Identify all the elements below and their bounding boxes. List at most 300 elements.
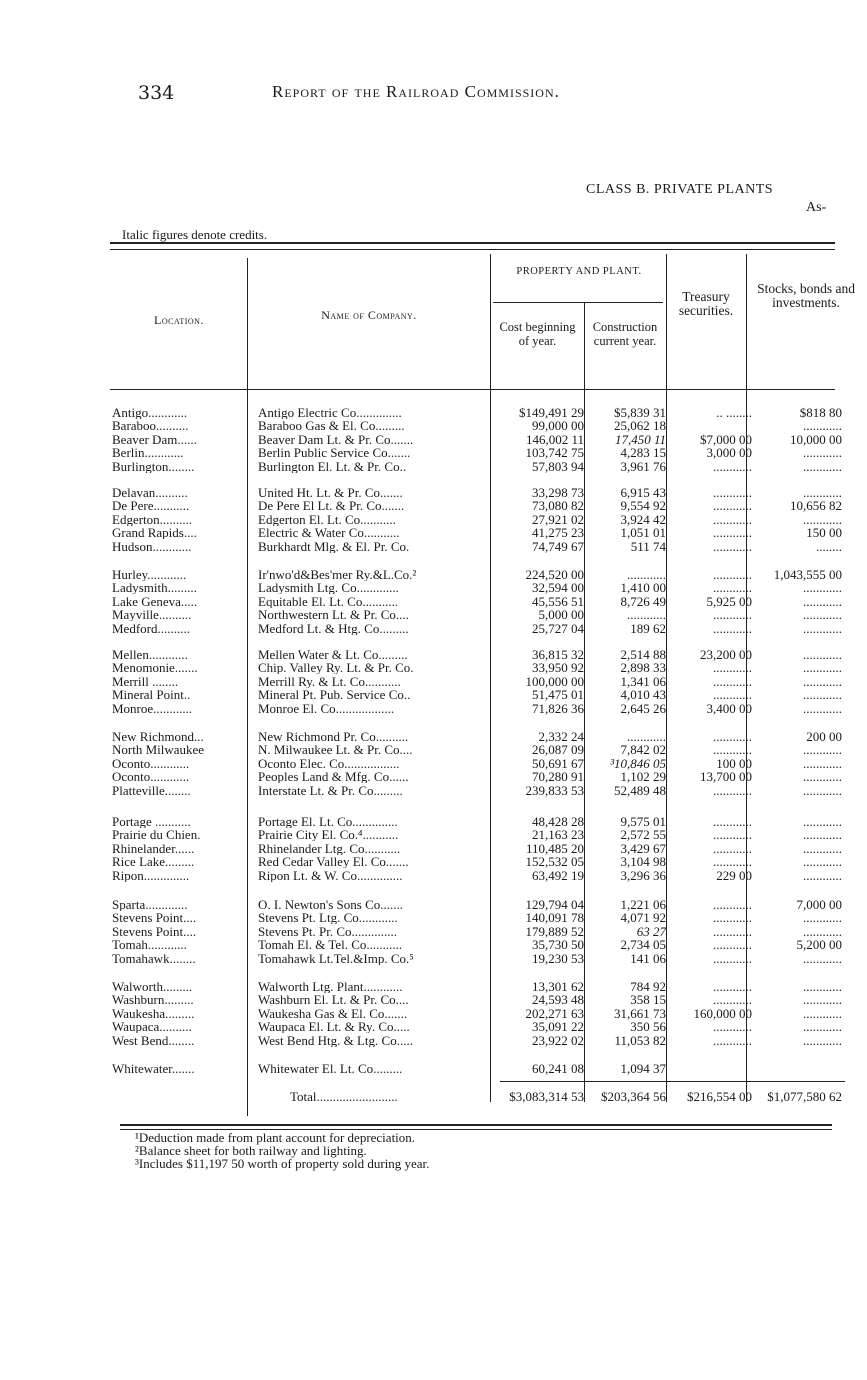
class-heading-continued: As-	[806, 200, 827, 215]
location-cell: Portage ...........	[112, 815, 191, 828]
cost-cell: 45,556 51	[532, 593, 584, 609]
table-row	[0, 842, 867, 855]
construction-cell: 511 74	[630, 538, 666, 554]
table-row	[0, 433, 867, 446]
table-row	[0, 486, 867, 499]
table-row	[0, 513, 867, 526]
table-row	[0, 688, 867, 701]
property-group-rule	[493, 302, 663, 303]
company-cell: N. Milwaukee Lt. & Pr. Co....	[258, 743, 413, 757]
stocks-cell: ............	[803, 840, 842, 856]
company-cell: O. I. Newton's Sons Co.......	[258, 898, 403, 911]
construction-cell: 1,410 00	[620, 580, 666, 596]
company-cell: Burlington El. Lt. & Pr. Co..	[258, 459, 407, 473]
stocks-cell: ............	[803, 755, 842, 771]
stocks-cell: ............	[803, 593, 842, 609]
company-cell: Prairie City El. Co.⁴...........	[258, 828, 399, 842]
total-construction: $203,364 56	[601, 1089, 666, 1104]
table-row	[0, 648, 867, 661]
location-cell: Berlin............	[112, 446, 184, 460]
location-cell: Sparta.............	[112, 898, 188, 911]
treasury-cell: 13,700 00	[700, 769, 752, 785]
cost-cell: 74,749 67	[532, 538, 584, 554]
cost-cell: 239,833 53	[525, 782, 584, 798]
table-row	[0, 595, 867, 608]
construction-cell: $5,839 31	[614, 405, 666, 420]
table-row	[0, 993, 867, 1006]
cost-cell: 21,163 23	[532, 827, 584, 843]
table-row	[0, 869, 867, 882]
table-row	[0, 730, 867, 743]
company-cell: Whitewater El. Lt. Co.........	[258, 1062, 403, 1075]
cost-cell: 2,332 24	[538, 729, 584, 744]
construction-cell: 31,661 73	[614, 1005, 666, 1021]
construction-cell: 141 06	[630, 950, 666, 966]
location-cell: Tomahawk........	[112, 951, 196, 965]
construction-cell: ............	[627, 607, 666, 623]
class-heading: CLASS B. PRIVATE PLANTS	[586, 182, 774, 197]
treasury-cell: ............	[713, 950, 752, 966]
construction-cell: 3,296 36	[620, 867, 666, 883]
table-row	[0, 815, 867, 828]
location-cell: Ladysmith.........	[112, 581, 197, 595]
treasury-cell: ............	[713, 897, 752, 912]
treasury-cell: 229 00	[716, 867, 752, 883]
header-construction: Construction current year.	[592, 320, 658, 348]
location-cell: Merrill ........	[112, 674, 179, 688]
location-cell: Antigo............	[112, 406, 188, 419]
stocks-cell: ............	[803, 910, 842, 926]
stocks-cell: ............	[803, 1032, 842, 1048]
treasury-cell: ............	[713, 607, 752, 623]
construction-cell: 6,915 43	[620, 485, 666, 500]
treasury-cell: ............	[713, 910, 752, 926]
company-cell: Tomah El. & Tel. Co...........	[258, 938, 403, 952]
construction-cell: 4,010 43	[620, 687, 666, 703]
treasury-cell: ............	[713, 1019, 752, 1035]
location-cell: Oconto............	[112, 756, 190, 770]
table-row	[0, 898, 867, 911]
table-row	[0, 419, 867, 432]
stocks-cell: 5,200 00	[796, 937, 842, 953]
stocks-cell: 10,000 00	[790, 431, 842, 447]
company-cell: United Ht. Lt. & Pr. Co.......	[258, 486, 403, 499]
location-cell: Walworth.........	[112, 980, 193, 993]
construction-cell: ............	[627, 567, 666, 582]
stocks-cell: ............	[803, 687, 842, 703]
construction-cell: 1,094 37	[620, 1061, 666, 1076]
cost-cell: 73,080 82	[532, 498, 584, 514]
table-row	[0, 743, 867, 756]
treasury-cell: 100 00	[716, 755, 752, 771]
cost-cell: 26,087 09	[532, 742, 584, 758]
treasury-cell: ............	[713, 620, 752, 636]
cost-cell: 70,280 91	[532, 769, 584, 785]
cost-cell: 146,002 11	[525, 431, 584, 447]
stocks-cell: ............	[803, 854, 842, 870]
company-cell: Rhinelander Ltg. Co...........	[258, 841, 401, 855]
location-cell: New Richmond...	[112, 730, 204, 743]
table-row	[0, 581, 867, 594]
table-row	[0, 568, 867, 581]
header-cost: Cost beginning of year.	[499, 320, 576, 348]
treasury-cell: .. ........	[716, 405, 752, 420]
table-row	[0, 446, 867, 459]
treasury-cell: ............	[713, 511, 752, 527]
company-cell: Portage El. Lt. Co..............	[258, 815, 398, 828]
treasury-cell: ............	[713, 1032, 752, 1048]
stocks-cell: ............	[803, 700, 842, 716]
table-row	[0, 784, 867, 797]
treasury-cell: 5,925 00	[706, 593, 752, 609]
location-cell: Mineral Point..	[112, 688, 191, 702]
treasury-cell: ............	[713, 854, 752, 870]
company-cell: Oconto Elec. Co.................	[258, 756, 400, 770]
table-row	[0, 1020, 867, 1033]
table-top-rule-2	[110, 249, 835, 250]
location-cell: Lake Geneva.....	[112, 594, 198, 608]
cost-cell: 60,241 08	[532, 1061, 584, 1076]
credits-note: Italic figures denote credits.	[122, 227, 268, 242]
company-cell: West Bend Htg. & Ltg. Co.....	[258, 1033, 413, 1047]
construction-cell: 1,341 06	[620, 673, 666, 689]
location-cell: Mellen............	[112, 648, 188, 661]
stocks-cell: 7,000 00	[796, 897, 842, 912]
stocks-cell: 200 00	[806, 729, 842, 744]
location-cell: Waukesha.........	[112, 1006, 195, 1020]
location-cell: Mayville..........	[112, 608, 192, 622]
table-top-rule	[110, 242, 835, 244]
location-cell: Waupaca..........	[112, 1020, 192, 1034]
location-cell: Medford..........	[112, 621, 190, 635]
construction-cell: 8,726 49	[620, 593, 666, 609]
table-row	[0, 1034, 867, 1047]
cost-cell: 224,520 00	[525, 567, 584, 582]
company-cell: Stevens Pt. Pr. Co..............	[258, 924, 398, 938]
stocks-cell: ............	[803, 867, 842, 883]
table-row	[0, 526, 867, 539]
location-cell: Menomonie.......	[112, 661, 198, 675]
company-cell: Ir'nwo'd&Bes'mer Ry.&L.Co.²	[258, 568, 417, 581]
stocks-cell: 10,656 82	[790, 498, 842, 514]
cost-cell: 23,922 02	[532, 1032, 584, 1048]
stocks-cell: ........	[816, 538, 842, 554]
stocks-cell: ............	[803, 950, 842, 966]
cost-cell: 33,298 73	[532, 485, 584, 500]
footnote: ¹Deduction made from plant account for depreciation.	[135, 1130, 416, 1145]
cost-cell: 202,271 63	[525, 1005, 584, 1021]
header-stocks: Stocks, bonds and investments.	[757, 281, 855, 310]
treasury-cell: ............	[713, 937, 752, 953]
company-cell: Waupaca El. Lt. & Ry. Co.....	[258, 1020, 410, 1034]
cost-cell: 35,091 22	[532, 1019, 584, 1035]
cost-cell: 24,593 48	[532, 992, 584, 1008]
total-label: Total.........................	[290, 1090, 398, 1103]
table-row	[0, 460, 867, 473]
table-row	[0, 608, 867, 621]
location-cell: De Pere...........	[112, 499, 190, 513]
construction-cell: 3,961 76	[620, 458, 666, 474]
table-row	[0, 952, 867, 965]
construction-cell: 11,053 82	[614, 1032, 666, 1048]
location-cell: Ripon..............	[112, 868, 190, 882]
location-cell: Tomah............	[112, 938, 187, 952]
cost-cell: 32,594 00	[532, 580, 584, 596]
construction-cell: ............	[627, 729, 666, 744]
company-cell: Beaver Dam Lt. & Pr. Co.......	[258, 432, 414, 446]
total-top-rule	[500, 1081, 845, 1082]
location-cell: Beaver Dam......	[112, 432, 197, 446]
company-cell: Red Cedar Valley El. Co.......	[258, 855, 409, 869]
cost-cell: 110,485 20	[525, 840, 584, 856]
treasury-cell: 160,000 00	[693, 1005, 752, 1021]
stocks-cell: ............	[803, 511, 842, 527]
treasury-cell: ............	[713, 742, 752, 758]
company-cell: Burkhardt Mlg. & El. Pr. Co.	[258, 539, 410, 553]
location-cell: Rice Lake.........	[112, 855, 195, 869]
cost-cell: 33,950 92	[532, 660, 584, 676]
treasury-cell: ............	[713, 782, 752, 798]
treasury-cell: ............	[713, 660, 752, 676]
location-cell: Stevens Point....	[112, 924, 197, 938]
table-row	[0, 675, 867, 688]
construction-cell: 25,062 18	[614, 418, 666, 434]
table-row	[0, 855, 867, 868]
cost-cell: 50,691 67	[532, 755, 584, 771]
construction-cell: 1,221 06	[620, 897, 666, 912]
table-row	[0, 1007, 867, 1020]
stocks-cell: ............	[803, 445, 842, 461]
construction-cell: 9,554 92	[620, 498, 666, 514]
construction-cell: 4,071 92	[620, 910, 666, 926]
cost-cell: 103,742 75	[525, 445, 584, 461]
table-row	[0, 980, 867, 993]
company-cell: Equitable El. Lt. Co...........	[258, 594, 399, 608]
construction-cell: 3,104 98	[620, 854, 666, 870]
company-cell: Antigo Electric Co..............	[258, 406, 402, 419]
table-row	[0, 911, 867, 924]
stocks-cell: ............	[803, 782, 842, 798]
treasury-cell: ............	[713, 567, 752, 582]
construction-cell: 2,572 55	[620, 827, 666, 843]
treasury-cell: ............	[713, 992, 752, 1008]
construction-cell: 2,645 26	[620, 700, 666, 716]
location-cell: Platteville........	[112, 783, 191, 797]
company-cell: Baraboo Gas & El. Co.........	[258, 419, 405, 433]
cost-cell: 35,730 50	[532, 937, 584, 953]
table-row	[0, 622, 867, 635]
stocks-cell: ............	[803, 458, 842, 474]
table-row	[0, 925, 867, 938]
stocks-cell: ............	[803, 673, 842, 689]
location-cell: Burlington........	[112, 459, 195, 473]
page-number: 334	[138, 82, 175, 104]
table-row	[0, 540, 867, 553]
stocks-cell: ............	[803, 923, 842, 939]
location-cell: Monroe............	[112, 701, 193, 715]
cost-cell: $149,491 29	[519, 405, 584, 420]
cost-cell: 71,826 36	[532, 700, 584, 716]
stocks-cell: ............	[803, 647, 842, 662]
location-cell: West Bend........	[112, 1033, 195, 1047]
treasury-cell: ............	[713, 525, 752, 541]
treasury-cell: 3,400 00	[706, 700, 752, 716]
location-cell: Washburn.........	[112, 993, 194, 1007]
construction-cell: 63 27	[636, 923, 666, 939]
header-company: Name of Company.	[321, 308, 417, 322]
treasury-cell: ............	[713, 580, 752, 596]
stocks-cell: ............	[803, 580, 842, 596]
stocks-cell: ............	[803, 979, 842, 994]
total-treasury: $216,554 00	[687, 1089, 752, 1104]
construction-cell: 3,924 42	[620, 511, 666, 527]
stocks-cell: ............	[803, 485, 842, 500]
header-bottom-rule	[110, 389, 835, 390]
footnote: ³Includes $11,197 50 worth of property sold during year.	[135, 1156, 430, 1171]
company-cell: Northwestern Lt. & Pr. Co....	[258, 608, 409, 622]
construction-cell: 189 62	[630, 620, 666, 636]
table-row	[0, 702, 867, 715]
stocks-cell: ............	[803, 992, 842, 1008]
company-cell: Berlin Public Service Co.......	[258, 446, 411, 460]
cost-cell: 57,803 94	[532, 458, 584, 474]
stocks-cell: ............	[803, 1005, 842, 1021]
construction-cell: 9,575 01	[620, 814, 666, 829]
cost-cell: 27,921 02	[532, 511, 584, 527]
table-row	[0, 828, 867, 841]
table-row	[0, 938, 867, 951]
company-cell: Mellen Water & Lt. Co.........	[258, 648, 408, 661]
stocks-cell: ............	[803, 418, 842, 434]
company-cell: Electric & Water Co...........	[258, 526, 400, 540]
treasury-cell: ............	[713, 979, 752, 994]
construction-cell: ³10,846 05	[610, 755, 666, 771]
location-cell: Hudson............	[112, 539, 192, 553]
treasury-cell: 3,000 00	[706, 445, 752, 461]
company-cell: Mineral Pt. Pub. Service Co..	[258, 688, 411, 702]
table-bottom-rule	[120, 1124, 832, 1126]
stocks-cell: ............	[803, 742, 842, 758]
construction-cell: 1,051 01	[620, 525, 666, 541]
company-cell: Ladysmith Ltg. Co.............	[258, 581, 399, 595]
location-cell: North Milwaukee	[112, 743, 205, 757]
construction-cell: 3,429 67	[620, 840, 666, 856]
location-cell: Hurley............	[112, 568, 187, 581]
construction-cell: 52,489 48	[614, 782, 666, 798]
company-cell: Waukesha Gas & El. Co.......	[258, 1006, 408, 1020]
cost-cell: 179,889 52	[525, 923, 584, 939]
stocks-cell: 150 00	[806, 525, 842, 541]
treasury-cell: ............	[713, 814, 752, 829]
treasury-cell: 23,200 00	[700, 647, 752, 662]
treasury-cell: ............	[713, 498, 752, 514]
company-cell: Stevens Pt. Ltg. Co............	[258, 911, 398, 925]
stocks-cell: ............	[803, 660, 842, 676]
cost-cell: 41,275 23	[532, 525, 584, 541]
company-cell: De Pere El Lt. & Pr. Co.......	[258, 499, 405, 513]
location-cell: Rhinelander......	[112, 841, 195, 855]
construction-cell: 1,102 29	[620, 769, 666, 785]
location-cell: Grand Rapids....	[112, 526, 197, 540]
stocks-cell: ............	[803, 620, 842, 636]
construction-cell: 358 15	[630, 992, 666, 1008]
treasury-cell: $7,000 00	[700, 431, 752, 447]
construction-cell: 7,842 02	[620, 742, 666, 758]
cost-cell: 48,428 28	[532, 814, 584, 829]
header-property-group: PROPERTY AND PLANT.	[516, 266, 642, 277]
construction-cell: 17,450 11	[614, 431, 666, 447]
table-row	[0, 757, 867, 770]
cost-cell: 51,475 01	[532, 687, 584, 703]
cost-cell: 63,492 19	[532, 867, 584, 883]
cost-cell: 25,727 04	[532, 620, 584, 636]
cost-cell: 129,794 04	[525, 897, 584, 912]
company-cell: New Richmond Pr. Co..........	[258, 730, 409, 743]
construction-cell: 2,514 88	[620, 647, 666, 662]
cost-cell: 13,301 62	[532, 979, 584, 994]
stocks-cell: ............	[803, 1019, 842, 1035]
location-cell: Stevens Point....	[112, 911, 197, 925]
construction-cell: 2,898 33	[620, 660, 666, 676]
cost-cell: 5,000 00	[538, 607, 584, 623]
company-cell: Tomahawk Lt.Tel.&Imp. Co.⁵	[258, 951, 414, 965]
stocks-cell: ............	[803, 607, 842, 623]
treasury-cell: ............	[713, 673, 752, 689]
company-cell: Merrill Ry. & Lt. Co...........	[258, 674, 401, 688]
company-cell: Walworth Ltg. Plant............	[258, 980, 403, 993]
company-cell: Edgerton El. Lt. Co...........	[258, 512, 396, 526]
construction-cell: 784 92	[630, 979, 666, 994]
location-cell: Baraboo..........	[112, 419, 189, 433]
cost-cell: 100,000 00	[525, 673, 584, 689]
stocks-cell: $818 80	[799, 405, 842, 420]
cost-cell: 36,815 32	[532, 647, 584, 662]
table-row	[0, 406, 867, 419]
table-row	[0, 770, 867, 783]
header-treasury: Treasury securities.	[678, 289, 734, 318]
treasury-cell: ............	[713, 485, 752, 500]
cost-cell: 152,532 05	[525, 854, 584, 870]
location-cell: Prairie du Chien.	[112, 828, 201, 842]
company-cell: Medford Lt. & Htg. Co.........	[258, 621, 409, 635]
company-cell: Interstate Lt. & Pr. Co.........	[258, 783, 403, 797]
treasury-cell: ............	[713, 538, 752, 554]
location-cell: Delavan..........	[112, 486, 188, 499]
company-cell: Ripon Lt. & W. Co..............	[258, 868, 403, 882]
treasury-cell: ............	[713, 840, 752, 856]
header-location: Location.	[154, 313, 204, 327]
treasury-cell: ............	[713, 458, 752, 474]
cost-cell: 140,091 78	[525, 910, 584, 926]
footnote: ²Balance sheet for both railway and lighting.	[135, 1143, 367, 1158]
location-cell: Whitewater.......	[112, 1062, 195, 1075]
construction-cell: 350 56	[630, 1019, 666, 1035]
company-cell: Chip. Valley Ry. Lt. & Pr. Co.	[258, 661, 414, 675]
treasury-cell: ............	[713, 729, 752, 744]
company-cell: Peoples Land & Mfg. Co......	[258, 770, 409, 784]
stocks-cell: 1,043,555 00	[773, 567, 842, 582]
stocks-cell: ............	[803, 769, 842, 785]
stocks-cell: ............	[803, 814, 842, 829]
table-row	[0, 499, 867, 512]
treasury-cell: ............	[713, 923, 752, 939]
construction-cell: 2,734 05	[620, 937, 666, 953]
treasury-cell: ............	[713, 687, 752, 703]
company-cell: Monroe El. Co..................	[258, 701, 395, 715]
location-cell: Oconto............	[112, 770, 190, 784]
table-row	[0, 1062, 867, 1075]
table-row	[0, 661, 867, 674]
